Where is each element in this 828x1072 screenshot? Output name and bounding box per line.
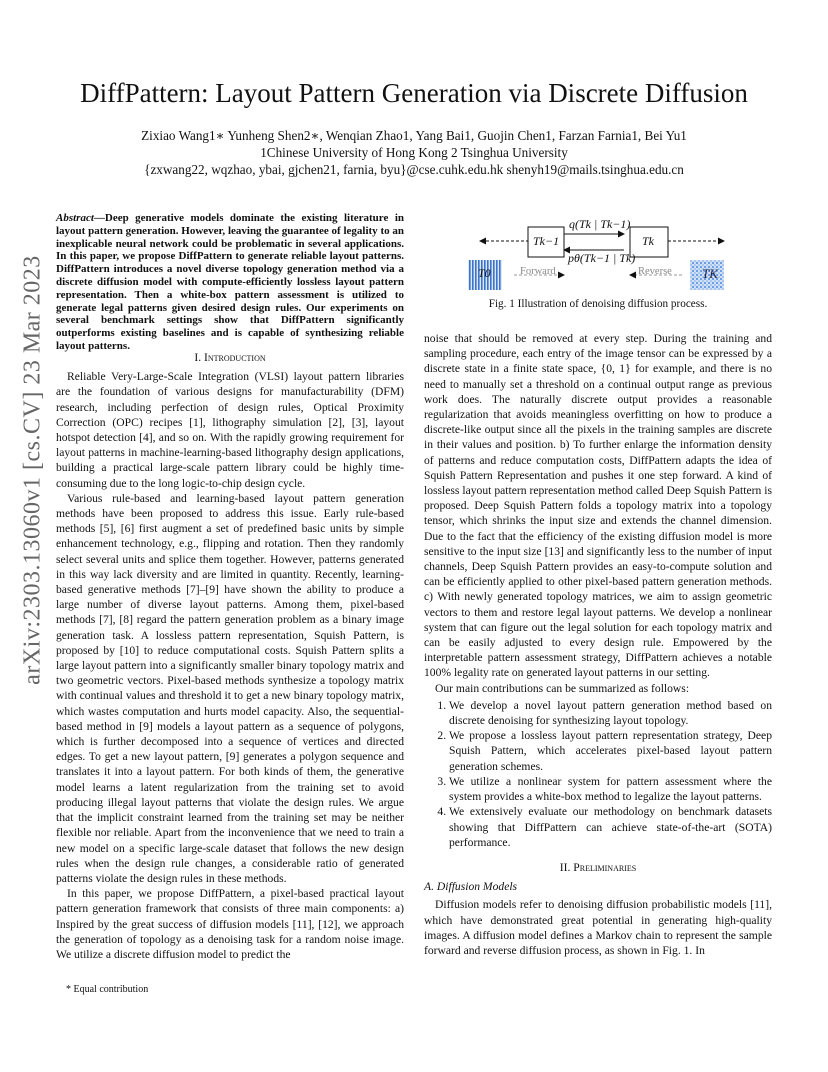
figure-1-caption: Fig. 1 Illustration of denoising diffusion process.: [488, 298, 708, 310]
paper-title: DiffPattern: Layout Pattern Generation via Discrete Diffusion: [80, 78, 748, 108]
arxiv-id: arXiv:2303.13060v1 [cs.CV] 23 Mar 2023: [19, 255, 46, 685]
arxiv-sidebar: [18, 255, 48, 685]
label-t-0: T0: [478, 266, 491, 280]
reverse-label: Reverse: [638, 266, 672, 277]
abstract-text: —Deep generative models dominate the existing literature in layout pattern generation. However, leaving the guarantee of legality to an inexplicable neural network could be problematic in several applications. In this paper, we propose DiffPattern to generate reliable layout patterns. DiffPattern introduces a novel diverse topology generation method via a discrete diffusion model with compute-efficiently lossless layout pattern representation. Then a white-box pattern assessment is utilized to generate legal patterns given desired design rules. Our experiments on several benchmark settings show that DiffPattern significantly outperforms existing baselines and is capable of synthesizing reliable layout patterns.: [56, 212, 404, 352]
label-t-k: Tk: [642, 234, 654, 248]
contributions-list: [424, 698, 772, 850]
abstract-label: Abstract: [56, 212, 94, 224]
footnote: * Equal contribution: [66, 984, 149, 995]
label-t-K: TK: [702, 266, 718, 281]
abstract: [56, 212, 404, 353]
right-paragraph-1: noise that should be removed at every step. During the training and sampling procedure, each entry of the image tensor can be expressed by a discrete state in a finite state space, {0, 1} for example, and there is no need to manually set a threshold on a continual output range as previous work does. The naturally discrete output provides a reasonable regularization that avoids meaningless overfitting on how to produce a discrete-like output since all the pixels in the training samples are discrete in their values and position. b) To further enlarge the information density of patterns and reduce computation costs, DiffPattern adapts the idea of Squish Pattern Representation and pushes it one step forward. A kind of lossless layout pattern representation method called Deep Squish Pattern is proposed. Deep Squish Pattern folds a topology matrix into a topology tensor, which shrinks the input size and extends the channel dimension. Due to the fact that the efficiency of the existing diffusion model is more sensitive to the input size [13] and significantly less to the number of input channels, Deep Squish Pattern provides an easy-to-compute solution and can be efficiently applied to other pixel-based pattern generation methods. c) With newly generated topology matrices, we aim to assign geometric vectors to them and restore legal layout patterns. We develop a nonlinear system that can figure out the legal solution for each topology matrix and can be easily adjusted to every design rule. Empowered by the interpretable pattern assessment strategy, DiffPattern achieves a notable 100% legality rate on generated layout patterns in our setting.: [424, 332, 772, 680]
right-column: [424, 331, 772, 958]
author-emails: {zxwang22, wqzhao, ybai, gjchen21, farnia, byu}@cse.cuhk.edu.hk shenyh19@mails.tsinghua.edu.cn: [144, 162, 684, 177]
figure-1: [424, 214, 772, 306]
author-block: [40, 127, 788, 178]
author-list: Zixiao Wang1∗ Yunheng Shen2∗, Wenqian Zhao1, Yang Bai1, Guojin Chen1, Farzan Farnia1, Bei Yu1: [141, 128, 687, 143]
label-t-k-minus-1: Tk−1: [533, 234, 560, 248]
intro-paragraph-3: In this paper, we propose DiffPattern, a pixel-based practical layout pattern generation framework that consists of three main components: a) Inspired by the great success of diffusion models [11], [12], we approach the generation of topology as a denoising task for a random noise image. We utilize a discrete diffusion model to predict the: [56, 887, 404, 961]
intro-paragraph-2: Various rule-based and learning-based layout pattern generation methods have been proposed to address this issue. Early rule-based methods [5], [6] first augment a set of predefined basic units by simple enhancement technology, e.g., flipping and rotation. Then they randomly select several units and splice them together. However, patterns generated in this way lack diversity and are limited in quantity. Recently, learning-based generative methods [7]–[9] have shown the ability to produce a large number of diverse layout patterns. Among them, pixel-based methods [7], [8] regard the pattern generation problem as a binary image generation task. A lossless pattern representation, Squish Pattern, is proposed by [10] to reduce computational costs. Squish Pattern splits a large layout pattern into a significantly smaller binary topology matrix and two geometric vectors. Pixel-based methods synthesize a topology matrix with continual values and threshold it to get a new binary topology matrix, which wastes computation and hurts model capacity. Also, the sequential-based method in [9] models a layout pattern as a sequence of polygons, which is further decomposed into a sequence of vertices and directed edges. To get a new layout pattern, [9] generates a polygon sequence and translates it into a layout pattern. For both kinds of them, the generative model learns a latent regularization from the training set to avoid producing illegal layout patterns that violate the design rules. We argue that the implicit constraint learned from the training set may be neither flexible nor reliable. Apart from the inconvenience that we need to train a new model on a specific large-scale dataset that follows the new design rules when the design rule changes, a considerable ratio of generated patterns violate the design rules in these methods.: [56, 491, 404, 885]
contributions-intro: Our main contributions can be summarized as follows:: [435, 681, 690, 695]
section-1-heading: I. Introduction: [194, 351, 266, 364]
contribution-item: 1. We develop a novel layout pattern generation method based on discrete denoising for synthesizing layout topology.: [449, 698, 772, 728]
contribution-item: 2. We propose a lossless layout pattern representation strategy, Deep Squish Pattern, which accelerates pixel-based layout pattern generation schemes.: [449, 728, 772, 774]
contribution-item: 3. We utilize a nonlinear system for pattern assessment where the system provides a white-box method to legalize the layout patterns.: [449, 774, 772, 804]
left-column: [56, 344, 404, 962]
forward-transition-label: q(Tk | Tk−1): [569, 217, 631, 231]
reverse-transition-label: pθ(Tk−1 | Tk): [568, 251, 636, 265]
intro-paragraph-1: Reliable Very-Large-Scale Integration (VLSI) layout pattern libraries are the foundation of various designs for manufacturability (DFM) research, including perfection of design rules, Optical Proximity Correction (OPC) recipes [1], lithography simulation [2], [3], layout hotspot detection [4], and so on. With the rapidly growing requirement for layout patterns in machine-learning-based lithography design applications, building a practical large-scale pattern library could be highly time-consuming due to the long logic-to-chip design cycle.: [56, 370, 404, 490]
affiliations: 1Chinese University of Hong Kong 2 Tsinghua University: [260, 145, 568, 160]
section-2-heading: II. Preliminaries: [559, 860, 637, 874]
forward-label: Forward: [520, 266, 556, 277]
subsection-a-heading: A. Diffusion Models: [424, 880, 518, 894]
prelim-paragraph-1: Diffusion models refer to denoising diffusion probabilistic models [11], which have demonstrated great potential in generating high-quality images. A diffusion model defines a Markov chain to represent the sample forward and reverse diffusion process, as shown in Fig. 1. In: [424, 898, 772, 957]
contribution-item: 4. We extensively evaluate our methodology on benchmark datasets showing that DiffPattern can achieve state-of-the-art (SOTA) performance.: [449, 804, 772, 850]
